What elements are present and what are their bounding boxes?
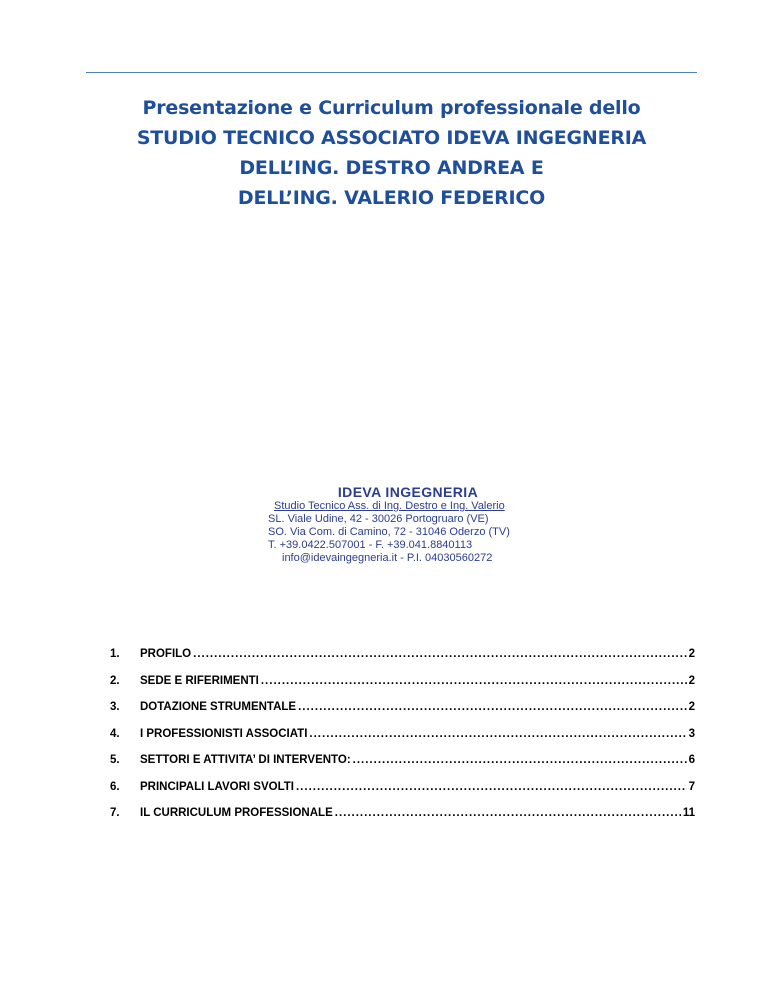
toc-page-number: 2 [688,648,695,660]
toc-number: 3. [110,701,120,713]
title-line-2: STUDIO TECNICO ASSOCIATO IDEVA INGEGNERIA [136,127,647,149]
company-stamp [268,484,528,565]
toc-title: IL CURRICULUM PROFESSIONALE [140,807,333,819]
stamp-company-name: IDEVA INGEGNERIA [337,484,479,500]
toc-leader [298,701,687,713]
toc-entry-sede[interactable] [110,675,695,702]
stamp-line: info@idevaingegneria.it - P.I. 04030560272 [282,552,493,564]
toc-number: 5. [110,754,120,766]
toc-entry-settori[interactable] [110,754,695,781]
title-line-3: DELL’ING. DESTRO ANDREA E [239,157,544,179]
toc-entry-profilo[interactable] [110,648,695,675]
toc-page-number: 2 [688,701,695,713]
toc-page-number: 3 [688,727,695,740]
toc-title: PROFILO [140,648,192,660]
stamp-line: T. +39.0422.507001 - F. +39.041.8840113 [268,539,473,551]
toc-entry-curriculum[interactable] [110,807,695,834]
toc-title: SEDE E RIFERIMENTI [140,674,259,687]
title-line-1: Presentazione e Curriculum professionale dello [142,97,641,119]
stamp-line: SL. Viale Udine, 42 - 30026 Portogruaro (VE) [268,513,489,525]
document-title [86,93,697,213]
toc-leader [296,781,687,793]
toc-number: 7. [110,807,120,819]
toc-entry-professionisti[interactable] [110,728,695,755]
toc-number: 1. [110,648,120,660]
toc-page-number: 2 [688,674,695,687]
toc-number: 2. [110,674,120,687]
toc-page-number: 6 [688,754,695,766]
stamp-line: Studio Tecnico Ass. di Ing. Destro e Ing. Valerio [274,500,505,512]
table-of-contents [110,648,695,834]
toc-leader [193,648,686,660]
toc-title: I PROFESSIONISTI ASSOCIATI [140,727,308,740]
toc-page-number: 7 [688,780,695,793]
title-line-4: DELL’ING. VALERIO FEDERICO [237,187,546,209]
toc-leader [309,728,686,740]
toc-title: DOTAZIONE STRUMENTALE [140,701,297,713]
toc-number: 4. [110,727,120,740]
toc-entry-lavori[interactable] [110,781,695,808]
toc-page-number: 11 [682,807,695,819]
toc-number: 6. [110,780,120,793]
header-rule [86,72,697,73]
toc-leader [353,754,687,766]
toc-leader [261,675,687,687]
toc-title: SETTORI E ATTIVITA’ DI INTERVENTO: [140,754,351,766]
toc-title: PRINCIPALI LAVORI SVOLTI [140,780,294,793]
toc-entry-dotazione[interactable] [110,701,695,728]
stamp-line: SO. Via Com. di Camino, 72 - 31046 Oderzo (TV) [268,526,510,538]
toc-leader [335,807,681,819]
